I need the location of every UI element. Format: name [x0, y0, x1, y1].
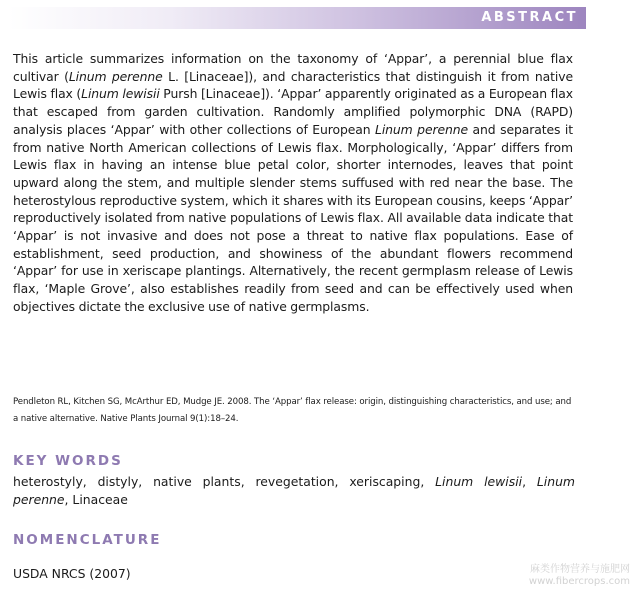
species-name-italic: Linum lewisii	[435, 474, 523, 489]
abstract-text	[13, 50, 573, 316]
species-name-italic: Linum perenne	[13, 474, 575, 507]
species-name-italic: Linum perenne	[68, 68, 163, 84]
keywords-text: , Linaceae	[64, 491, 128, 507]
keywords-text: heterostyly, distyly, native plants, revegetation, xeriscaping,	[13, 474, 436, 489]
abstract-text-segment: This article summarizes information on the taxonomy of ‘Appar’, a perennial blue flax cultivar (	[13, 51, 573, 84]
abstract-text-segment: L. [Linaceae]), and characteristics that distinguish it from native Lewis flax (	[13, 68, 573, 102]
nomenclature-heading: NOMENCLATURE	[13, 532, 162, 548]
abstract-text-segment: Pursh [Linaceae]). ‘Appar’ apparently originated as a European flax that escaped from garden cultivation. Randomly amplified polymorphic DNA (RAPD) analysis places ‘Appar’ with other collections of European	[13, 86, 573, 137]
citation: Pendleton RL, Kitchen SG, McArthur ED, Mudge JE. 2008. The ‘Appar’ flax release: origin, distinguishing characteristics, and use; and a native alternative. Native Plants Journal 9(1):18–24.	[13, 397, 572, 424]
watermark-site-name: 麻类作物营养与施肥网	[530, 564, 630, 575]
keywords-separator: ,	[522, 474, 537, 489]
abstract-text-segment: and separates it from native North American collections of Lewis flax. Morphologically, ‘Appar’ differs from Lewis flax in having an intense blue petal color, shorter internodes, leaves that point upward along the stem, and multiple slender stems suffused with red near the base. The heterostylous reproductive system, which it shares with its European cousins, keeps ‘Appar’ reproductively isolated from native populations of Lewis flax. All available data indicate that ‘Appar’ is not invasive and does not pose a threat to native flax populations. Ease of establishment, seed production, and showiness of the abundant flowers recommend ‘Appar’ for use in xeriscape plantings. Alternatively, the recent germplasm release of Lewis flax, ‘Maple Grove’, also establishes readily from seed and can be effectively used when objectives dictate the exclusive use of native germplasms.	[13, 121, 573, 314]
watermark	[529, 564, 630, 588]
species-name-italic: Linum lewisii	[81, 86, 160, 102]
nomenclature-text: USDA NRCS (2007)	[13, 566, 131, 581]
keywords-heading: KEY WORDS	[13, 453, 123, 469]
abstract-heading: ABSTRACT	[481, 10, 578, 25]
species-name-italic: Linum perenne	[375, 121, 469, 137]
watermark-url: www.fibercrops.com	[528, 576, 630, 587]
keywords-list	[13, 473, 575, 508]
